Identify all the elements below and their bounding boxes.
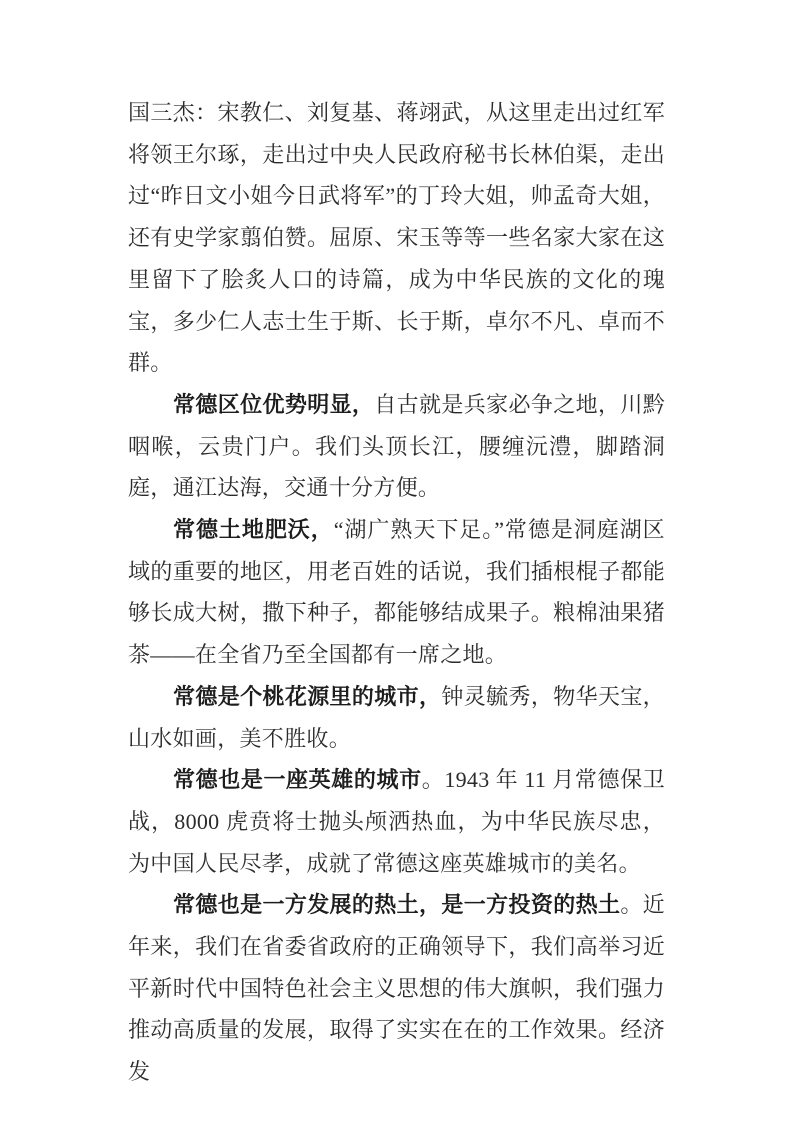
paragraph bbox=[128, 759, 665, 884]
paragraph-lead-bold: 常德也是一座英雄的城市 bbox=[173, 767, 422, 793]
paragraph bbox=[128, 384, 665, 509]
paragraph-lead-bold: 常德区位优势明显， bbox=[173, 391, 375, 417]
paragraph-text: 钟灵毓秀，物华天宝，山水如画，美不胜收。 bbox=[128, 683, 665, 751]
document-body bbox=[128, 92, 665, 1093]
paragraph bbox=[128, 676, 665, 759]
paragraph-text: “湖广熟天下足。”常德是洞庭湖区域的重要的地区，用老百姓的话说，我们插根棍子都能够长成大树，撒下种子，都能够结成果子。粮棉油果猪茶——在全省乃至全国都有一席之地。 bbox=[128, 517, 665, 668]
paragraph bbox=[128, 92, 665, 384]
paragraph-text: 。近年来，我们在省委省政府的正确领导下，我们高举习近平新时代中国特色社会主义思想的伟大旗帜，我们强力推动高质量的发展，取得了实实在在的工作效果。经济发 bbox=[128, 892, 665, 1085]
paragraph-lead-bold: 常德是个桃花源里的城市， bbox=[173, 683, 442, 709]
paragraph-lead-bold: 常德也是一方发展的热土，是一方投资的热土 bbox=[173, 892, 621, 918]
paragraph bbox=[128, 884, 665, 1093]
paragraph bbox=[128, 509, 665, 676]
paragraph-text: 国三杰：宋教仁、刘复基、蒋翊武，从这里走出过红军将领王尔琢，走出过中央人民政府秘书长林伯渠，走出过“昨日文小姐今日武将军”的丁玲大姐，帅孟奇大姐，还有史学家翦伯赞。屈原、宋玉等等一些名家大家在这里留下了脍炙人口的诗篇，成为中华民族的文化的瑰宝，多少仁人志士生于斯、长于斯，卓尔不凡、卓而不群。 bbox=[128, 100, 665, 376]
paragraph-text: 。1943 年 11 月常德保卫战，8000 虎贲将士抛头颅洒热血，为中华民族尽忠，为中国人民尽孝，成就了常德这座英雄城市的美名。 bbox=[128, 767, 665, 876]
paragraph-text: 自古就是兵家必争之地，川黔咽喉，云贵门户。我们头顶长江，腰缠沅澧，脚踏洞庭，通江达海，交通十分方便。 bbox=[128, 391, 665, 501]
paragraph-lead-bold: 常德土地肥沃， bbox=[173, 517, 334, 543]
